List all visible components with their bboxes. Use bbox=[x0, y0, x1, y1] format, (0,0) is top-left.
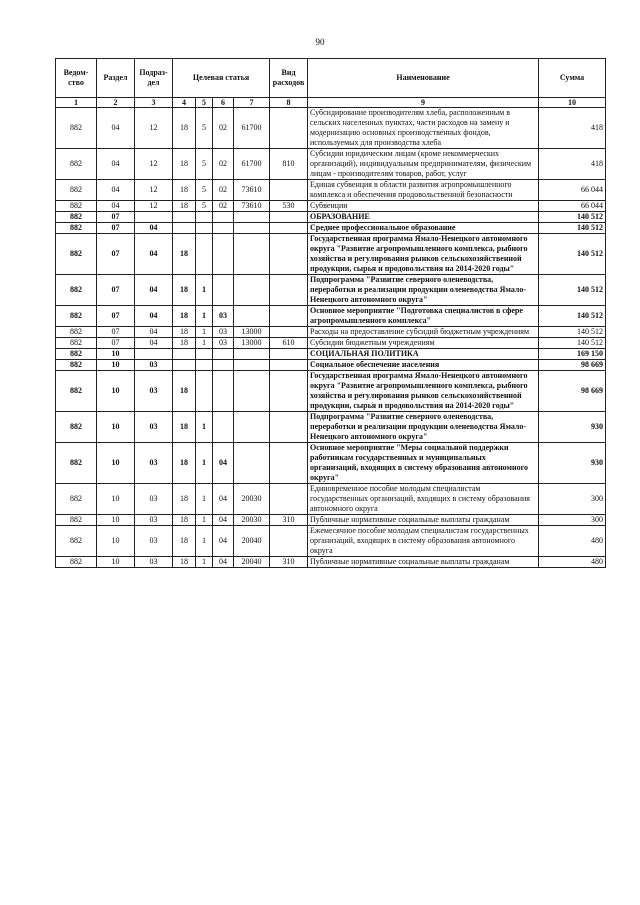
expense-type-cell: 810 bbox=[270, 149, 308, 180]
target-program-cell: 18 bbox=[173, 557, 196, 568]
target-program-cell: 18 bbox=[173, 371, 196, 412]
target-measure-cell: 04 bbox=[213, 484, 234, 515]
subsection-cell: 03 bbox=[135, 557, 173, 568]
target-subprogram-cell bbox=[196, 212, 213, 223]
section-cell: 10 bbox=[97, 371, 135, 412]
target-direction-cell bbox=[234, 212, 270, 223]
target-measure-cell bbox=[213, 360, 234, 371]
target-direction-cell bbox=[234, 371, 270, 412]
target-subprogram-cell: 1 bbox=[196, 275, 213, 306]
table-row bbox=[56, 234, 606, 275]
table-row bbox=[56, 443, 606, 484]
section-cell: 04 bbox=[97, 149, 135, 180]
dept-cell: 882 bbox=[56, 484, 97, 515]
name-cell: Единовременное пособие молодым специалистам государственных организаций, входящих в систему образования автономного округа bbox=[308, 484, 539, 515]
dept-cell: 882 bbox=[56, 275, 97, 306]
expense-type-cell: 310 bbox=[270, 557, 308, 568]
dept-cell: 882 bbox=[56, 412, 97, 443]
name-cell: Субсидии юридическим лицам (кроме некоммерческих организаций), индивидуальным предпринимателям, физическим лицам - производителям товаров, работ, услуг bbox=[308, 149, 539, 180]
name-cell: Публичные нормативные социальные выплаты гражданам bbox=[308, 515, 539, 526]
expense-type-cell bbox=[270, 349, 308, 360]
name-cell: Подпрограмма "Развитие северного оленеводства, переработки и реализации продукции оленеводства Ямало-Ненецкого автономного округа" bbox=[308, 275, 539, 306]
target-subprogram-cell bbox=[196, 234, 213, 275]
target-subprogram-cell: 5 bbox=[196, 108, 213, 149]
name-cell: СОЦИАЛЬНАЯ ПОЛИТИКА bbox=[308, 349, 539, 360]
subsection-cell: 04 bbox=[135, 275, 173, 306]
sum-cell: 140 512 bbox=[539, 234, 606, 275]
table-row bbox=[56, 201, 606, 212]
target-program-cell: 18 bbox=[173, 526, 196, 557]
target-subprogram-cell: 5 bbox=[196, 149, 213, 180]
subsection-cell: 12 bbox=[135, 149, 173, 180]
sum-cell: 140 512 bbox=[539, 212, 606, 223]
dept-cell: 882 bbox=[56, 212, 97, 223]
section-cell: 04 bbox=[97, 108, 135, 149]
target-program-cell bbox=[173, 349, 196, 360]
sum-cell: 66 044 bbox=[539, 201, 606, 212]
expense-type-cell bbox=[270, 108, 308, 149]
target-subprogram-cell: 1 bbox=[196, 306, 213, 327]
sum-cell: 930 bbox=[539, 443, 606, 484]
header-exp-type: Вид расходов bbox=[270, 59, 308, 98]
dept-cell: 882 bbox=[56, 223, 97, 234]
col-number: 6 bbox=[213, 98, 234, 108]
target-subprogram-cell bbox=[196, 360, 213, 371]
sum-cell: 98 669 bbox=[539, 360, 606, 371]
expense-type-cell bbox=[270, 360, 308, 371]
subsection-cell: 04 bbox=[135, 234, 173, 275]
col-number: 8 bbox=[270, 98, 308, 108]
expense-type-cell bbox=[270, 212, 308, 223]
target-direction-cell bbox=[234, 275, 270, 306]
dept-cell: 882 bbox=[56, 306, 97, 327]
target-measure-cell: 02 bbox=[213, 108, 234, 149]
expense-type-cell: 310 bbox=[270, 515, 308, 526]
table-row bbox=[56, 360, 606, 371]
target-direction-cell: 20030 bbox=[234, 515, 270, 526]
target-measure-cell: 04 bbox=[213, 526, 234, 557]
dept-cell: 882 bbox=[56, 180, 97, 201]
subsection-cell: 04 bbox=[135, 306, 173, 327]
expense-type-cell bbox=[270, 306, 308, 327]
name-cell: Единая субвенция в области развития агропромышленного комплекса и обеспечения продовольственной безопасности bbox=[308, 180, 539, 201]
dept-cell: 882 bbox=[56, 201, 97, 212]
dept-cell: 882 bbox=[56, 371, 97, 412]
dept-cell: 882 bbox=[56, 338, 97, 349]
target-program-cell: 18 bbox=[173, 180, 196, 201]
target-program-cell: 18 bbox=[173, 515, 196, 526]
section-cell: 10 bbox=[97, 526, 135, 557]
name-cell: Ежемесячное пособие молодым специалистам государственных организаций, входящих в систему образования автономного округа bbox=[308, 526, 539, 557]
target-subprogram-cell: 1 bbox=[196, 557, 213, 568]
target-subprogram-cell: 1 bbox=[196, 338, 213, 349]
target-direction-cell: 61700 bbox=[234, 149, 270, 180]
sum-cell: 140 512 bbox=[539, 327, 606, 338]
subsection-cell bbox=[135, 212, 173, 223]
subsection-cell: 12 bbox=[135, 180, 173, 201]
table-row bbox=[56, 412, 606, 443]
table-row bbox=[56, 526, 606, 557]
section-cell: 10 bbox=[97, 360, 135, 371]
name-cell: Государственная программа Ямало-Ненецкого автономного округа "Развитие агропромышленного комплекса, рыбного хозяйства и регулирования рынков сельскохозяйственной продукции, сырья и продовольствия на 2014-2020 годы" bbox=[308, 371, 539, 412]
target-program-cell: 18 bbox=[173, 412, 196, 443]
sum-cell: 418 bbox=[539, 108, 606, 149]
target-program-cell: 18 bbox=[173, 327, 196, 338]
dept-cell: 882 bbox=[56, 349, 97, 360]
target-program-cell: 18 bbox=[173, 275, 196, 306]
table-row bbox=[56, 557, 606, 568]
name-cell: ОБРАЗОВАНИЕ bbox=[308, 212, 539, 223]
table-row bbox=[56, 338, 606, 349]
table-row bbox=[56, 108, 606, 149]
sum-cell: 66 044 bbox=[539, 180, 606, 201]
sum-cell: 140 512 bbox=[539, 223, 606, 234]
target-subprogram-cell: 1 bbox=[196, 526, 213, 557]
target-direction-cell bbox=[234, 349, 270, 360]
target-program-cell: 18 bbox=[173, 201, 196, 212]
target-direction-cell bbox=[234, 443, 270, 484]
target-subprogram-cell bbox=[196, 349, 213, 360]
expense-type-cell bbox=[270, 526, 308, 557]
target-direction-cell: 20030 bbox=[234, 484, 270, 515]
table-row bbox=[56, 371, 606, 412]
col-number: 2 bbox=[97, 98, 135, 108]
target-program-cell: 18 bbox=[173, 149, 196, 180]
col-number: 3 bbox=[135, 98, 173, 108]
section-cell: 04 bbox=[97, 201, 135, 212]
subsection-cell: 12 bbox=[135, 201, 173, 212]
target-measure-cell bbox=[213, 212, 234, 223]
name-cell: Субсидирование производителям хлеба, расположенным в сельских населенных пунктах, части расходов на замену и модернизацию основных производственных фондов, используемых для производства хлеба bbox=[308, 108, 539, 149]
target-direction-cell: 61700 bbox=[234, 108, 270, 149]
section-cell: 07 bbox=[97, 327, 135, 338]
sum-cell: 418 bbox=[539, 149, 606, 180]
target-program-cell: 18 bbox=[173, 234, 196, 275]
subsection-cell: 04 bbox=[135, 338, 173, 349]
target-measure-cell: 02 bbox=[213, 180, 234, 201]
header-sum: Сумма bbox=[539, 59, 606, 98]
target-direction-cell: 20040 bbox=[234, 557, 270, 568]
section-cell: 10 bbox=[97, 484, 135, 515]
col-number: 9 bbox=[308, 98, 539, 108]
column-number-row bbox=[56, 98, 606, 108]
page-number: 90 bbox=[315, 37, 325, 47]
table-row bbox=[56, 484, 606, 515]
col-number: 4 bbox=[173, 98, 196, 108]
subsection-cell: 03 bbox=[135, 371, 173, 412]
header-target: Целевая статья bbox=[173, 59, 270, 98]
section-cell: 07 bbox=[97, 234, 135, 275]
subsection-cell: 04 bbox=[135, 223, 173, 234]
dept-cell: 882 bbox=[56, 108, 97, 149]
target-measure-cell: 03 bbox=[213, 338, 234, 349]
target-measure-cell: 03 bbox=[213, 327, 234, 338]
target-subprogram-cell: 1 bbox=[196, 484, 213, 515]
subsection-cell: 04 bbox=[135, 327, 173, 338]
expense-type-cell bbox=[270, 180, 308, 201]
target-measure-cell: 04 bbox=[213, 557, 234, 568]
header-name: Наименование bbox=[308, 59, 539, 98]
expense-type-cell bbox=[270, 443, 308, 484]
header-subsection: Подраз-дел bbox=[135, 59, 173, 98]
table-row bbox=[56, 180, 606, 201]
sum-cell: 140 512 bbox=[539, 275, 606, 306]
col-number: 10 bbox=[539, 98, 606, 108]
subsection-cell: 03 bbox=[135, 412, 173, 443]
target-direction-cell: 73610 bbox=[234, 180, 270, 201]
target-program-cell: 18 bbox=[173, 484, 196, 515]
target-direction-cell: 13000 bbox=[234, 327, 270, 338]
target-program-cell: 18 bbox=[173, 306, 196, 327]
expense-type-cell bbox=[270, 371, 308, 412]
target-measure-cell bbox=[213, 223, 234, 234]
section-cell: 10 bbox=[97, 412, 135, 443]
table-row bbox=[56, 275, 606, 306]
table-row bbox=[56, 327, 606, 338]
subsection-cell: 12 bbox=[135, 108, 173, 149]
target-program-cell: 18 bbox=[173, 443, 196, 484]
target-subprogram-cell: 1 bbox=[196, 412, 213, 443]
expense-type-cell bbox=[270, 234, 308, 275]
sum-cell: 300 bbox=[539, 484, 606, 515]
sum-cell: 98 669 bbox=[539, 371, 606, 412]
table-row bbox=[56, 149, 606, 180]
target-measure-cell: 04 bbox=[213, 443, 234, 484]
dept-cell: 882 bbox=[56, 360, 97, 371]
dept-cell: 882 bbox=[56, 327, 97, 338]
target-measure-cell bbox=[213, 275, 234, 306]
target-direction-cell bbox=[234, 234, 270, 275]
target-measure-cell bbox=[213, 371, 234, 412]
sum-cell: 140 512 bbox=[539, 306, 606, 327]
target-measure-cell: 02 bbox=[213, 149, 234, 180]
section-cell: 07 bbox=[97, 212, 135, 223]
target-program-cell bbox=[173, 212, 196, 223]
dept-cell: 882 bbox=[56, 234, 97, 275]
target-program-cell bbox=[173, 223, 196, 234]
table-row bbox=[56, 212, 606, 223]
expense-type-cell bbox=[270, 412, 308, 443]
target-program-cell: 18 bbox=[173, 338, 196, 349]
name-cell: Основное мероприятие "Подготовка специалистов в сфере агропромышленного комплекса" bbox=[308, 306, 539, 327]
section-cell: 10 bbox=[97, 443, 135, 484]
expense-type-cell: 530 bbox=[270, 201, 308, 212]
table-row bbox=[56, 515, 606, 526]
dept-cell: 882 bbox=[56, 526, 97, 557]
target-measure-cell bbox=[213, 349, 234, 360]
expense-type-cell bbox=[270, 223, 308, 234]
target-direction-cell: 20040 bbox=[234, 526, 270, 557]
section-cell: 10 bbox=[97, 349, 135, 360]
target-subprogram-cell: 1 bbox=[196, 443, 213, 484]
header-row bbox=[56, 59, 606, 98]
dept-cell: 882 bbox=[56, 443, 97, 484]
name-cell: Социальное обеспечение населения bbox=[308, 360, 539, 371]
target-measure-cell bbox=[213, 412, 234, 443]
sum-cell: 169 150 bbox=[539, 349, 606, 360]
section-cell: 07 bbox=[97, 223, 135, 234]
sum-cell: 300 bbox=[539, 515, 606, 526]
subsection-cell: 03 bbox=[135, 484, 173, 515]
budget-table bbox=[55, 58, 606, 568]
section-cell: 10 bbox=[97, 515, 135, 526]
name-cell: Основное мероприятие "Меры социальной поддержки работникам государственных и муниципальных организаций, входящих в систему образования автономного округа" bbox=[308, 443, 539, 484]
table-row bbox=[56, 223, 606, 234]
subsection-cell: 03 bbox=[135, 515, 173, 526]
target-subprogram-cell bbox=[196, 371, 213, 412]
section-cell: 07 bbox=[97, 306, 135, 327]
target-measure-cell bbox=[213, 234, 234, 275]
sum-cell: 480 bbox=[539, 557, 606, 568]
target-subprogram-cell: 5 bbox=[196, 180, 213, 201]
subsection-cell: 03 bbox=[135, 443, 173, 484]
target-direction-cell bbox=[234, 223, 270, 234]
name-cell: Расходы на предоставление субсидий бюджетным учреждениям bbox=[308, 327, 539, 338]
name-cell: Среднее профессиональное образование bbox=[308, 223, 539, 234]
target-measure-cell: 03 bbox=[213, 306, 234, 327]
col-number: 5 bbox=[196, 98, 213, 108]
target-direction-cell bbox=[234, 360, 270, 371]
section-cell: 10 bbox=[97, 557, 135, 568]
header-section: Раздел bbox=[97, 59, 135, 98]
target-subprogram-cell: 1 bbox=[196, 327, 213, 338]
target-measure-cell: 04 bbox=[213, 515, 234, 526]
col-number: 7 bbox=[234, 98, 270, 108]
target-program-cell: 18 bbox=[173, 108, 196, 149]
section-cell: 07 bbox=[97, 338, 135, 349]
dept-cell: 882 bbox=[56, 515, 97, 526]
subsection-cell bbox=[135, 349, 173, 360]
name-cell: Субвенции bbox=[308, 201, 539, 212]
expense-type-cell bbox=[270, 484, 308, 515]
expense-type-cell: 610 bbox=[270, 338, 308, 349]
dept-cell: 882 bbox=[56, 149, 97, 180]
name-cell: Субсидии бюджетным учреждениям bbox=[308, 338, 539, 349]
expense-type-cell bbox=[270, 275, 308, 306]
name-cell: Подпрограмма "Развитие северного оленеводства, переработки и реализации продукции оленеводства Ямало-Ненецкого автономного округа" bbox=[308, 412, 539, 443]
target-measure-cell: 02 bbox=[213, 201, 234, 212]
subsection-cell: 03 bbox=[135, 360, 173, 371]
target-program-cell bbox=[173, 360, 196, 371]
target-subprogram-cell: 1 bbox=[196, 515, 213, 526]
section-cell: 07 bbox=[97, 275, 135, 306]
sum-cell: 140 512 bbox=[539, 338, 606, 349]
sum-cell: 930 bbox=[539, 412, 606, 443]
name-cell: Государственная программа Ямало-Ненецкого автономного округа "Развитие агропромышленного комплекса, рыбного хозяйства и регулирования рынков сельскохозяйственной продукции, сырья и продовольствия на 2014-2020 годы" bbox=[308, 234, 539, 275]
target-subprogram-cell bbox=[196, 223, 213, 234]
table-row bbox=[56, 306, 606, 327]
section-cell: 04 bbox=[97, 180, 135, 201]
target-direction-cell: 13000 bbox=[234, 338, 270, 349]
target-direction-cell bbox=[234, 306, 270, 327]
header-dept: Ведом-ство bbox=[56, 59, 97, 98]
target-direction-cell bbox=[234, 412, 270, 443]
sum-cell: 480 bbox=[539, 526, 606, 557]
dept-cell: 882 bbox=[56, 557, 97, 568]
table-row bbox=[56, 349, 606, 360]
col-number: 1 bbox=[56, 98, 97, 108]
target-subprogram-cell: 5 bbox=[196, 201, 213, 212]
expense-type-cell bbox=[270, 327, 308, 338]
name-cell: Публичные нормативные социальные выплаты гражданам bbox=[308, 557, 539, 568]
subsection-cell: 03 bbox=[135, 526, 173, 557]
target-direction-cell: 73610 bbox=[234, 201, 270, 212]
